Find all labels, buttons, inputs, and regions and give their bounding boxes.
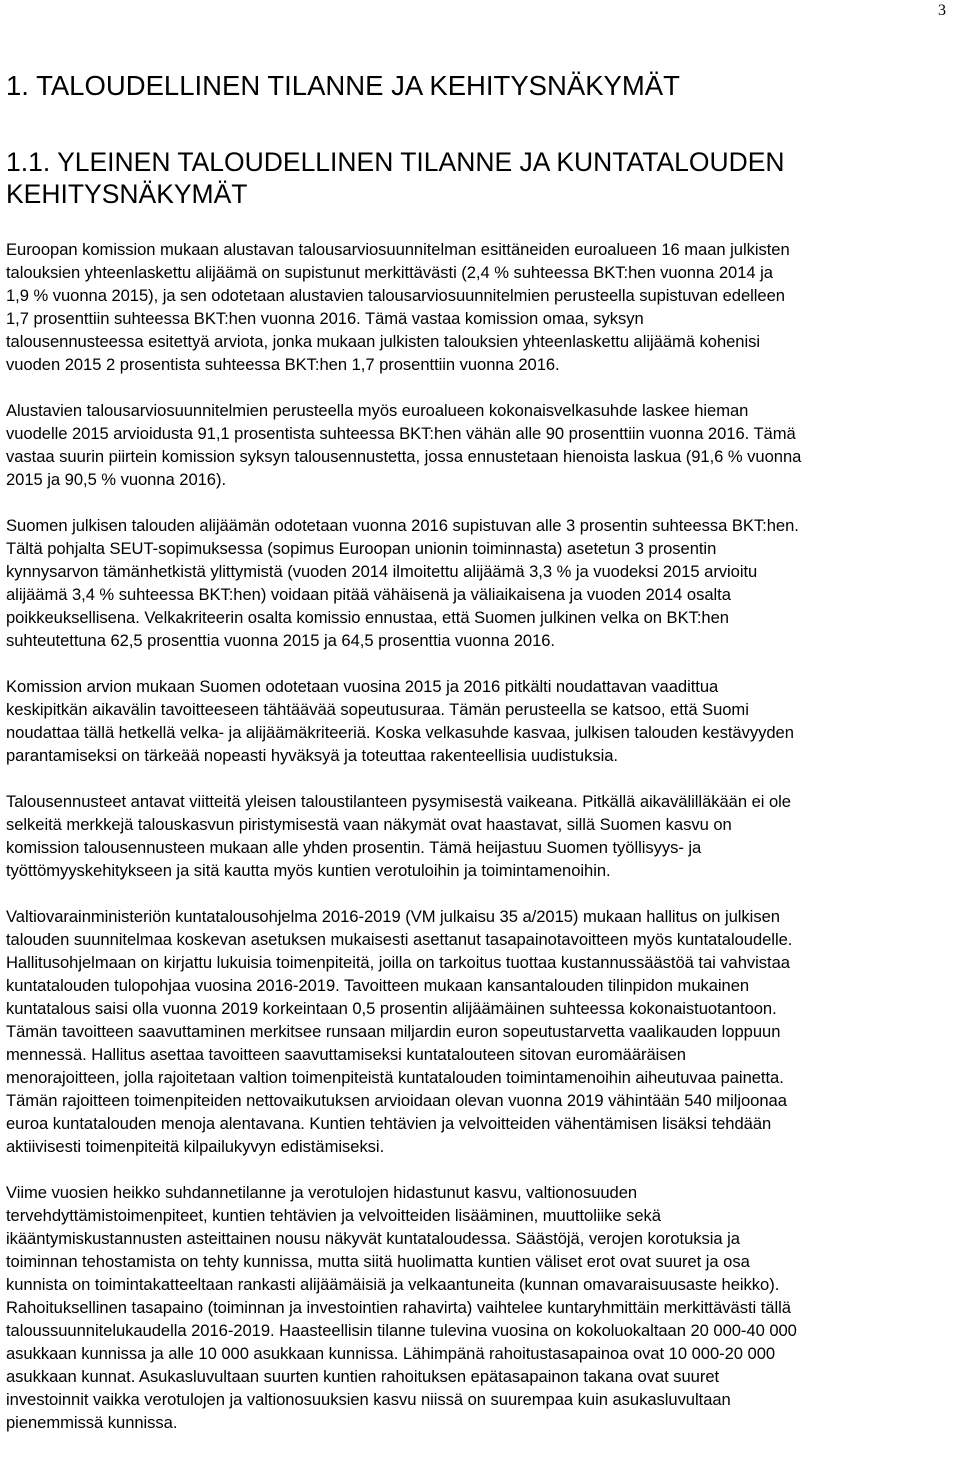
main-heading: 1. TALOUDELLINEN TILANNE JA KEHITYSNÄKYMÄT <box>6 70 680 101</box>
text-line: noudattaa tällä hetkellä velka- ja alijäämäkriteeriä. Koska velkasuhde kasvaa, julkisen talouden kestävyyden <box>6 723 794 742</box>
text-line: kuntatalous saisi olla vuonna 2019 korkeintaan 0,5 prosentin alijäämäinen suhteessa kokonaistuotantoon. <box>6 999 777 1018</box>
text-line: työttömyyskehitykseen ja sitä kautta myös kuntien verotuloihin ja toimintamenoihin. <box>6 861 611 880</box>
text-line: talouden suunnitelmaa koskevan asetuksen mukaisesti asettanut tasapainotavoitteen myös kuntataloudelle. <box>6 930 793 949</box>
text-line: alijäämä 3,4 % suhteessa BKT:hen) voidaan pitää vähäisenä ja väliaikaisena ja vuoden 2014 osalta <box>6 585 731 604</box>
text-line: komission talousennusteen mukaan alle yhden prosentin. Tämä heijastuu Suomen työllisyys- ja <box>6 838 702 857</box>
paragraph-finland-deficit <box>6 514 956 652</box>
text-line: kunnista on toimintakatteeltaan rankasti alijäämäisiä ja velkaantuneita (kunnan omavaraisuusaste heikko). <box>6 1275 780 1294</box>
text-line: menorajoitteen, jolla rajoitetaan valtion toimenpiteistä kuntatalouden toimintamenoihin aiheutuvaa painetta. <box>6 1068 784 1087</box>
text-line: aktiivisesti toimenpiteitä kilpailukyvyn edistämiseksi. <box>6 1137 385 1156</box>
text-line: vuodelle 2015 arvioidusta 91,1 prosentista suhteessa BKT:hen vähän alle 90 prosenttiin vuonna 2016. Tämä <box>6 424 796 443</box>
text-line: Suomen julkisen talouden alijäämän odotetaan vuonna 2016 supistuvan alle 3 prosentin suhteessa BKT:hen. <box>6 516 799 535</box>
body-text <box>6 238 956 1457</box>
text-line: asukkaan kunnat. Asukasluvultaan suurten kuntien rahoituksen epätasapainon takana ovat suuret <box>6 1367 720 1386</box>
paragraph-municipal-situation <box>6 1181 956 1434</box>
text-line: Hallitusohjelmaan on kirjattu lukuisia toimenpiteitä, joilla on tarkoitus tuottaa kustannussäästöä tai vahvistaa <box>6 953 790 972</box>
text-line: pienemmissä kunnissa. <box>6 1413 178 1432</box>
text-line: kuntatalouden tulopohjaa vuosina 2016-2019. Tavoitteen mukaan kansantalouden tilinpidon mukainen <box>6 976 750 995</box>
text-line: Tämän rajoitteen toimenpiteiden nettovaikutuksen arvioidaan olevan vuonna 2019 vähintään 540 miljoonaa <box>6 1091 787 1110</box>
text-line: Tältä pohjalta SEUT-sopimuksessa (sopimus Euroopan unionin toiminnasta) asetetun 3 prosentin <box>6 539 717 558</box>
paragraph-commission-assessment <box>6 675 956 767</box>
text-line: Tämän tavoitteen saavuttaminen merkitsee runsaan miljardin euron sopeutustarvetta vaalikauden loppuun <box>6 1022 781 1041</box>
text-line: Euroopan komission mukaan alustavan talousarviosuunnitelman esittäneiden euroalueen 16 maan julkisten <box>6 240 790 259</box>
text-line: selkeitä merkkejä talouskasvun piristymisestä vaan näkymät ovat haastavat, sillä Suomen kasvu on <box>6 815 732 834</box>
paragraph-eurozone-deficit <box>6 238 956 376</box>
sub-heading-line: KEHITYSNÄKYMÄT <box>6 179 248 209</box>
text-line: keskipitkän aikavälin tavoitteeseen tähtäävää sopeutusuraa. Tämän perusteella se katsoo, että Suomi <box>6 700 749 719</box>
paragraph-municipal-programme <box>6 905 956 1158</box>
text-line: talouksien yhteenlaskettu alijäämä on supistunut merkittävästi (2,4 % suhteessa BKT:hen vuonna 2014 ja <box>6 263 773 282</box>
text-line: toiminnan tehostamista on tehty kunnissa, mutta siitä huolimatta kuntien väliset erot ovat suuret ja osa <box>6 1252 750 1271</box>
text-line: Rahoituksellinen tasapaino (toiminnan ja investointien rahavirta) vaihtelee kuntaryhmittäin merkittävästi tällä <box>6 1298 791 1317</box>
text-line: taloussuunnitelukaudella 2016-2019. Haasteellisin tilanne tulevina vuosina on kokoluokaltaan 20 000-40 000 <box>6 1321 797 1340</box>
text-line: suhteutettuna 62,5 prosenttia vuonna 2015 ja 64,5 prosenttia vuonna 2016. <box>6 631 555 650</box>
text-line: Viime vuosien heikko suhdannetilanne ja verotulojen hidastunut kasvu, valtionosuuden <box>6 1183 638 1202</box>
text-line: euroa kuntatalouden menoja alentavana. Kuntien tehtävien ja velvoitteiden vähentämisen lisäksi tehdään <box>6 1114 772 1133</box>
text-line: poikkeuksellisena. Velkakriteerin osalta komissio ennustaa, että Suomen julkinen velka on BKT:hen <box>6 608 729 627</box>
text-line: vuoden 2015 2 prosentista suhteessa BKT:hen 1,7 prosenttiin vuonna 2016. <box>6 355 560 374</box>
paragraph-economic-forecasts <box>6 790 956 882</box>
text-line: kynnysarvon tämänhetkistä ylittymistä (vuoden 2014 ilmoitettu alijäämä 3,3 % ja vuodeksi 2015 arvioitu <box>6 562 758 581</box>
text-line: 1,7 prosenttiin suhteessa BKT:hen vuonna 2016. Tämä vastaa komission omaa, syksyn <box>6 309 644 328</box>
text-line: Talousennusteet antavat viitteitä yleisen taloustilanteen pysymisestä vaikeana. Pitkällä aikavälilläkään ei ole <box>6 792 791 811</box>
sub-heading <box>6 146 946 210</box>
sub-heading-line: 1.1. YLEINEN TALOUDELLINEN TILANNE JA KUNTATALOUDEN <box>6 147 785 177</box>
text-line: parantamiseksi on tärkeää nopeasti hyväksyä ja toteuttaa rakenteellisia uudistuksia. <box>6 746 618 765</box>
text-line: mennessä. Hallitus asettaa tavoitteen saavuttamiseksi kuntatalouteen sitovan euromääräisen <box>6 1045 686 1064</box>
text-line: Komission arvion mukaan Suomen odotetaan vuosina 2015 ja 2016 pitkälti noudattavan vaadittua <box>6 677 719 696</box>
text-line: vastaa suurin piirtein komission syksyn talousennustetta, jossa ennustetaan hienoista laskua (91,6 % vuonna <box>6 447 802 466</box>
text-line: investoinnit vaikka verotulojen ja valtionosuuksien kasvu niissä on suurempaa kuin asukasluvultaan <box>6 1390 731 1409</box>
text-line: 1,9 % vuonna 2015), ja sen odotetaan alustavien talousarviosuunnitelmien perusteella supistuvan edelleen <box>6 286 785 305</box>
text-line: asukkaan kunnissa ja alle 10 000 asukkaan kunnissa. Lähimpänä rahoitustasapainoa ovat 10 000-20 000 <box>6 1344 776 1363</box>
paragraph-eurozone-debt <box>6 399 956 491</box>
text-line: ikääntymiskustannusten asteittainen nousu näkyvät kuntataloudessa. Säästöjä, verojen korotuksia ja <box>6 1229 740 1248</box>
text-line: tervehdyttämistoimenpiteet, kuntien tehtävien ja velvoitteiden lisääminen, muuttoliike sekä <box>6 1206 661 1225</box>
text-line: Valtiovarainministeriön kuntatalousohjelma 2016-2019 (VM julkaisu 35 a/2015) mukaan hallitus on julkisen <box>6 907 780 926</box>
text-line: Alustavien talousarviosuunnitelmien perusteella myös euroalueen kokonaisvelkasuhde laskee hieman <box>6 401 749 420</box>
text-line: 2015 ja 90,5 % vuonna 2016). <box>6 470 227 489</box>
text-line: talousennusteessa esitettyä arviota, jonka mukaan julkisten talouksien yhteenlaskettu alijäämä kohenisi <box>6 332 760 351</box>
page-number: 3 <box>938 2 946 19</box>
